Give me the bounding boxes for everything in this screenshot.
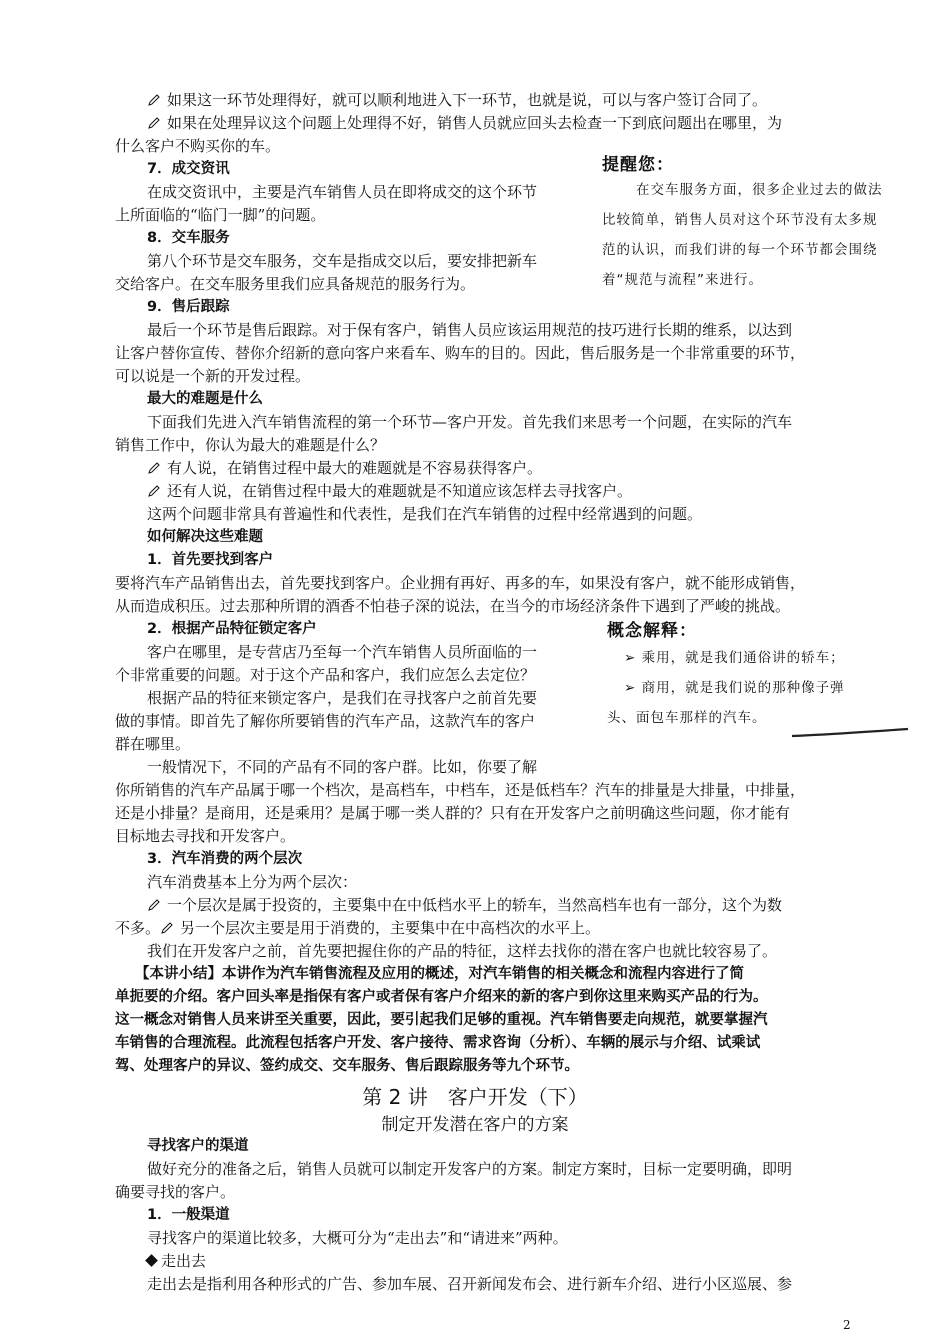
pencil-icon [147, 461, 161, 475]
arrow-bullet-icon: ➢ [624, 680, 642, 696]
paragraph-line: 客户在哪里，是专营店乃至每一个汽车销售人员所面临的一 [147, 643, 538, 661]
paragraph-line: 下面我们先进入汽车销售流程的第一个环节—客户开发。首先我们来思考一个问题，在实际的汽车 [147, 413, 793, 431]
reminder-line: 在交车服务方面，很多企业过去的做法 [636, 182, 883, 198]
lecture-subtitle: 制定开发潜在客户的方案 [381, 1115, 569, 1135]
paragraph-line: 交给客户。在交车服务里我们应具备规范的服务行为。 [115, 275, 476, 293]
pencil-icon [147, 484, 161, 498]
paragraph-line: 个非常重要的问题。对于这个产品和客户，我们应怎么去定位？ [115, 666, 536, 684]
reminder-heading: 提醒您： [602, 155, 674, 175]
summary-line: 【本讲小结】本讲作为汽车销售流程及应用的概述，对汽车销售的相关概念和流程内容进行了简 [135, 966, 744, 982]
diamond-bullet-icon [145, 1254, 158, 1267]
paragraph-line: 有人说，在销售过程中最大的难题就是不容易获得客户。 [147, 458, 542, 478]
section-heading: 3．汽车消费的两个层次 [147, 851, 303, 867]
paragraph-line: 走出去是指利用各种形式的广告、参加车展、召开新闻发布会、进行新车介绍、进行小区巡展、参 [147, 1275, 793, 1293]
paragraph-line: 还有人说，在销售过程中最大的难题就是不知道应该怎样去寻找客户。 [147, 481, 632, 501]
paragraph-line: 汽车消费基本上分为两个层次： [147, 873, 358, 891]
pencil-icon [147, 116, 161, 130]
section-heading: 8．交车服务 [147, 230, 230, 246]
paragraph-line: 最后一个环节是售后跟踪。对于保有客户，销售人员应该运用规范的技巧进行长期的维系，以达到 [147, 321, 793, 339]
paragraph-line: 我们在开发客户之前，首先要把握住你的产品的特征，这样去找你的潜在客户也就比较容易了。 [147, 942, 778, 960]
paragraph-line: 让客户替你宣传、替你介绍新的意向客户来看车、购车的目的。因此，售后服务是一个非常重要的环节， [115, 344, 806, 362]
paragraph-line: 根据产品的特征来锁定客户，是我们在寻找客户之前首先要 [147, 689, 538, 707]
page-number: 2 [843, 1318, 851, 1332]
paragraph-line: 如果这一环节处理得好，就可以顺利地进入下一环节，也就是说，可以与客户签订合同了。 [147, 90, 767, 110]
section-heading: 9．售后跟踪 [147, 299, 230, 315]
paragraph-line: 做好充分的准备之后，销售人员就可以制定开发客户的方案。制定方案时，目标一定要明确，即明 [147, 1160, 793, 1178]
concept-line: 头、面包车那样的汽车。 [607, 710, 767, 726]
paragraph-line: 一个层次是属于投资的，主要集中在中低档水平上的轿车，当然高档车也有一部分，这个为数 [147, 895, 782, 915]
summary-line: 单扼要的介绍。客户回头率是指保有客户或者保有客户介绍来的新的客户到你这里来购买产品的行为。 [115, 989, 768, 1005]
pencil-icon [147, 898, 161, 912]
section-heading: 最大的难题是什么 [147, 391, 263, 407]
paragraph-line: 做的事情。即首先了解你所要销售的汽车产品，这款汽车的客户 [115, 712, 536, 730]
lecture-title: 第 2 讲 客户开发（下） [362, 1085, 588, 1109]
section-heading: 1．一般渠道 [147, 1207, 230, 1223]
paragraph-line: 一般情况下，不同的产品有不同的客户群。比如，你要了解 [147, 758, 538, 776]
reminder-line: 范的认识，而我们讲的每一个环节都会围绕 [602, 242, 878, 258]
paragraph-line: 群在哪里。 [115, 735, 191, 753]
paragraph-line: 目标地去寻找和开发客户。 [115, 827, 296, 845]
section-heading: 寻找客户的渠道 [147, 1138, 249, 1154]
pencil-icon [160, 921, 174, 935]
summary-line: 车销售的合理流程。此流程包括客户开发、客户接待、需求咨询（分析）、车辆的展示与介绍、试乘试 [115, 1035, 761, 1051]
paragraph-line: 可以说是一个新的开发过程。 [115, 367, 311, 385]
paragraph-line: 要将汽车产品销售出去，首先要找到客户。企业拥有再好、再多的车，如果没有客户，就不能形成销售， [115, 574, 806, 592]
concept-heading: 概念解释： [607, 621, 697, 641]
paragraph-line: 不多。 另一个层次主要是用于消费的，主要集中在中高档次的水平上。 [115, 919, 601, 937]
pencil-icon [147, 93, 161, 107]
reminder-line: 比较简单，销售人员对这个环节没有太多规 [602, 212, 878, 228]
paragraph-line: 上所面临的“临门一脚”的问题。 [115, 206, 326, 224]
paragraph-line: 在成交资讯中，主要是汽车销售人员在即将成交的这个环节 [147, 183, 538, 201]
paragraph-line: 寻找客户的渠道比较多，大概可分为“走出去”和“请进来”两种。 [147, 1229, 568, 1247]
concept-line: ➢ 商用，就是我们说的那种像子弹 [624, 680, 845, 696]
paragraph-line: 如果在处理异议这个问题上处理得不好，销售人员就应回头去检查一下到底问题出在哪里，为 [147, 113, 782, 133]
paragraph-line: 确要寻找的客户。 [115, 1183, 236, 1201]
summary-line: 这一概念对销售人员来讲至关重要，因此，要引起我们足够的重视。汽车销售要走向规范，就要掌握汽 [115, 1012, 768, 1028]
section-heading: 1．首先要找到客户 [147, 552, 274, 568]
section-heading: 7．成交资讯 [147, 161, 230, 177]
paragraph-line: 销售工作中，你认为最大的难题是什么？ [115, 436, 386, 454]
paragraph-line: 第八个环节是交车服务，交车是指成交以后，要安排把新车 [147, 252, 538, 270]
summary-line: 驾、处理客户的异议、签约成交、交车服务、售后跟踪服务等九个环节。 [115, 1058, 579, 1074]
decorative-stroke [790, 724, 910, 740]
paragraph-line: 走出去 [144, 1251, 206, 1271]
paragraph-line: 从而造成积压。过去那种所谓的酒香不怕巷子深的说法，在当今的市场经济条件下遇到了严峻的挑战。 [115, 597, 791, 615]
section-heading: 如何解决这些难题 [147, 529, 263, 545]
reminder-line: 着“规范与流程”来进行。 [602, 272, 763, 288]
concept-line: ➢ 乘用，就是我们通俗讲的轿车； [624, 650, 845, 666]
paragraph-line: 你所销售的汽车产品属于哪一个档次，是高档车，中档车，还是低档车？汽车的排量是大排量，中排量， [115, 781, 806, 799]
paragraph-line: 还是小排量？是商用，还是乘用？是属于哪一类人群的？只有在开发客户之前明确这些问题，你才能有 [115, 804, 791, 822]
section-heading: 2．根据产品特征锁定客户 [147, 621, 317, 637]
paragraph-line: 这两个问题非常具有普遍性和代表性，是我们在汽车销售的过程中经常遇到的问题。 [147, 505, 703, 523]
arrow-bullet-icon: ➢ [624, 650, 642, 666]
paragraph-line: 什么客户不购买你的车。 [115, 137, 281, 155]
